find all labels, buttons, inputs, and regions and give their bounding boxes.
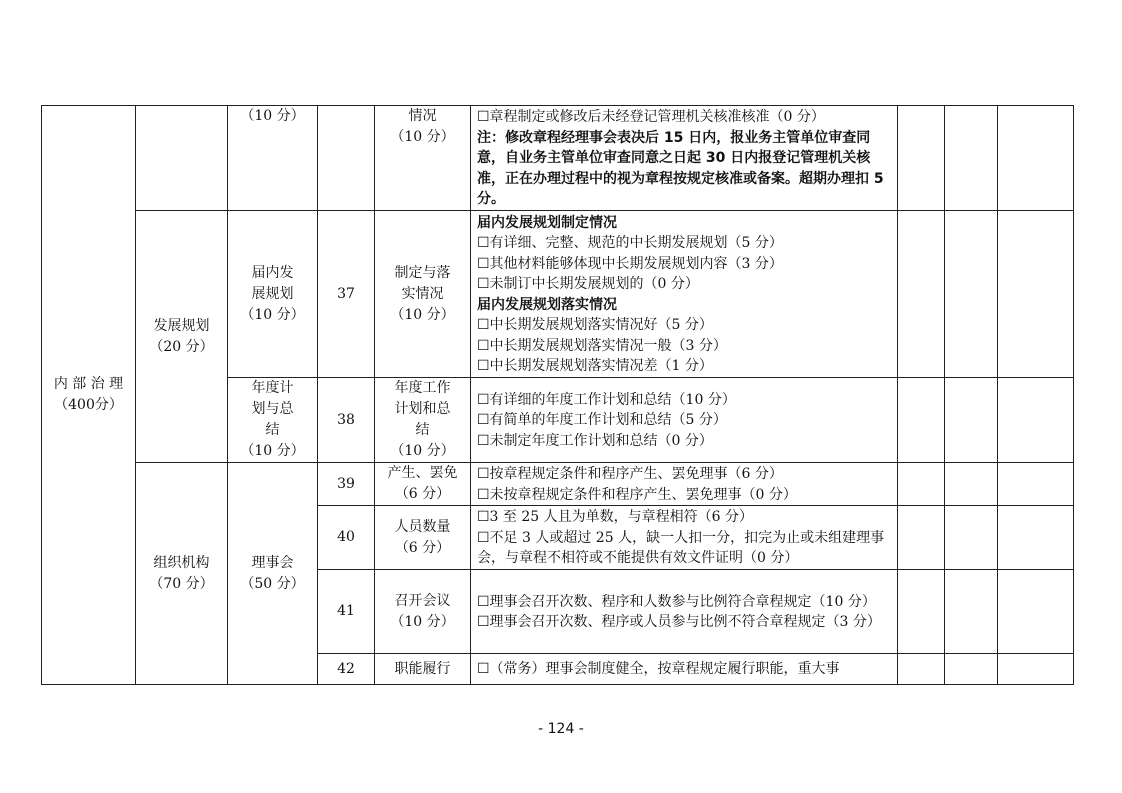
number-cell: 42 bbox=[318, 654, 375, 685]
item-name: 人员数量 bbox=[394, 518, 451, 535]
level3-cell bbox=[228, 106, 318, 211]
criteria-line: ☐3 至 25 人且为单数，与章程相符（6 分） bbox=[477, 509, 753, 526]
remark-cell bbox=[998, 211, 1074, 378]
self-score-cell bbox=[898, 378, 945, 463]
criteria-line: ☐按章程规定条件和程序产生、罢免理事（6 分） bbox=[477, 466, 783, 482]
criteria-line: ☐有简单的年度工作计划和总结（5 分） bbox=[477, 412, 727, 429]
criteria-note: 注：修改章程经理事会表决后 15 日内，报业务主管单位审查同意，自业务主管单位审查同意之日起 30 日内报登记管理机关核准，正在办理过程中的视为章程按规定核准或备案。超期办理扣 5 分。 bbox=[477, 129, 884, 208]
subcategory-cell bbox=[136, 463, 228, 685]
review-score-cell bbox=[945, 570, 998, 654]
item-score: （6 分） bbox=[394, 539, 451, 556]
review-score-cell bbox=[945, 106, 998, 211]
item-cell bbox=[375, 654, 471, 685]
item-cell bbox=[375, 463, 471, 506]
category-score: （400分） bbox=[54, 397, 123, 413]
review-score-cell bbox=[945, 378, 998, 463]
subcategory-name: 组织机构 bbox=[153, 554, 210, 571]
review-score-cell bbox=[945, 211, 998, 378]
self-score-cell bbox=[898, 106, 945, 211]
review-score-cell bbox=[945, 463, 998, 506]
item-cell bbox=[375, 378, 471, 463]
criteria-line: ☐其他材料能够体现中长期发展规划内容（3 分） bbox=[477, 255, 783, 272]
table-row bbox=[42, 211, 1074, 378]
item-score: （10 分） bbox=[390, 129, 455, 145]
item-cell bbox=[375, 106, 471, 211]
evaluation-table bbox=[41, 105, 1074, 685]
criteria-line: ☐中长期发展规划落实情况一般（3 分） bbox=[477, 337, 727, 354]
category-name: 内 部 治 理 bbox=[53, 376, 124, 392]
review-score-cell bbox=[945, 506, 998, 570]
item-name: 职能履行 bbox=[394, 660, 451, 677]
self-score-cell bbox=[898, 211, 945, 378]
criteria-line: ☐中长期发展规划落实情况好（5 分） bbox=[477, 317, 713, 333]
criteria-cell bbox=[471, 463, 898, 506]
remark-cell bbox=[998, 570, 1074, 654]
criteria-line: ☐（常务）理事会制度健全，按章程规定履行职能，重大事 bbox=[477, 661, 840, 678]
number-cell: 38 bbox=[318, 378, 375, 463]
number-cell: 39 bbox=[318, 463, 375, 506]
level3-score: （50 分） bbox=[240, 575, 305, 592]
criteria-line: ☐未按章程规定条件和程序产生、罢免理事（0 分） bbox=[477, 486, 797, 503]
review-score-cell bbox=[945, 654, 998, 685]
criteria-line: ☐有详细的年度工作计划和总结（10 分） bbox=[477, 391, 736, 408]
self-score-cell bbox=[898, 463, 945, 506]
level3-name: 理事会 bbox=[251, 554, 294, 571]
criteria-cell bbox=[471, 211, 898, 378]
level3-score: （10 分） bbox=[240, 306, 305, 323]
item-cell bbox=[375, 570, 471, 654]
criteria-line: ☐有详细、完整、规范的中长期发展规划（5 分） bbox=[477, 235, 783, 251]
item-name: 召开会议 bbox=[394, 592, 451, 609]
level3-name: 年度计划与总结 bbox=[251, 380, 294, 438]
item-cell bbox=[375, 211, 471, 378]
item-name: 情况 bbox=[408, 108, 437, 124]
item-score: （10 分） bbox=[390, 443, 455, 459]
remark-cell bbox=[998, 463, 1074, 506]
criteria-line: ☐未制定年度工作计划和总结（0 分） bbox=[477, 432, 713, 449]
criteria-line: ☐理事会召开次数、程序或人员参与比例不符合章程规定（3 分） bbox=[477, 614, 881, 630]
remark-cell bbox=[998, 106, 1074, 211]
remark-cell bbox=[998, 378, 1074, 463]
level3-cell bbox=[228, 463, 318, 685]
level3-cell bbox=[228, 378, 318, 463]
subcategory-cell bbox=[136, 106, 228, 211]
category-cell bbox=[42, 106, 136, 685]
item-name: 年度工作计划和总结 bbox=[394, 380, 451, 438]
subcategory-cell bbox=[136, 211, 228, 463]
item-score: （10 分） bbox=[390, 613, 455, 630]
number-cell: 41 bbox=[318, 570, 375, 654]
criteria-line: ☐中长期发展规划落实情况差（1 分） bbox=[477, 358, 713, 374]
level3-cell bbox=[228, 211, 318, 378]
subcategory-name: 发展规划 bbox=[153, 317, 210, 334]
item-cell bbox=[375, 506, 471, 570]
page-number: - 124 - bbox=[538, 721, 584, 737]
criteria-line: ☐不足 3 人或超过 25 人，缺一人扣一分，扣完为止或未组建理事会，与章程不相符或不能提供有效文件证明（0 分） bbox=[477, 529, 885, 567]
criteria-line: ☐未制订中长期发展规划的（0 分） bbox=[477, 276, 699, 292]
criteria-heading: 届内发展规划落实情况 bbox=[477, 296, 617, 313]
self-score-cell bbox=[898, 506, 945, 570]
level3-name: 届内发展规划 bbox=[251, 264, 294, 302]
level3-score: （10 分） bbox=[240, 108, 305, 124]
self-score-cell bbox=[898, 654, 945, 685]
subcategory-score: （70 分） bbox=[149, 575, 214, 592]
table-row bbox=[42, 463, 1074, 506]
criteria-line: ☐理事会召开次数、程序和人数参与比例符合章程规定（10 分） bbox=[477, 593, 876, 610]
criteria-cell bbox=[471, 506, 898, 570]
item-name: 制定与落实情况 bbox=[394, 264, 451, 302]
item-name: 产生、罢免 bbox=[387, 465, 458, 481]
number-cell bbox=[318, 106, 375, 211]
criteria-heading: 届内发展规划制定情况 bbox=[477, 214, 617, 231]
criteria-cell bbox=[471, 106, 898, 211]
self-score-cell bbox=[898, 570, 945, 654]
criteria-cell bbox=[471, 654, 898, 685]
item-score: （10 分） bbox=[390, 306, 455, 323]
item-score: （6 分） bbox=[394, 486, 451, 502]
criteria-cell bbox=[471, 378, 898, 463]
criteria-line: ☐章程制定或修改后未经登记管理机关核准核准（0 分） bbox=[477, 109, 825, 126]
subcategory-score: （20 分） bbox=[149, 338, 214, 355]
remark-cell bbox=[998, 654, 1074, 685]
number-cell: 37 bbox=[318, 211, 375, 378]
number-cell: 40 bbox=[318, 506, 375, 570]
remark-cell bbox=[998, 506, 1074, 570]
criteria-cell bbox=[471, 570, 898, 654]
table-row bbox=[42, 106, 1074, 211]
level3-score: （10 分） bbox=[240, 443, 305, 459]
